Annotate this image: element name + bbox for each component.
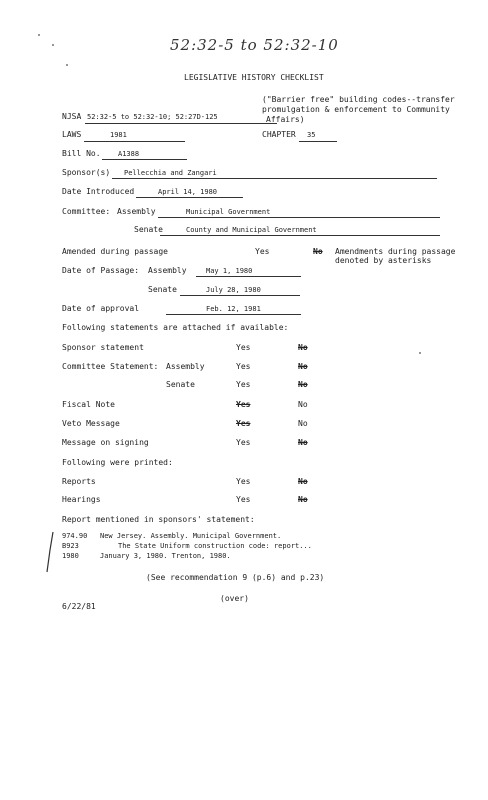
date-introduced-label: Date Introduced	[62, 187, 135, 196]
committee-assembly-value: Municipal Government	[186, 208, 271, 216]
njsa-value: 52:32-5 to 52:32-10; 52:27D-125	[87, 113, 218, 121]
amended-yes: Yes	[255, 247, 270, 256]
handwritten-title: 52:32-5 to 52:32-10	[170, 36, 339, 54]
sponsor-statement-yes: Yes	[236, 343, 251, 352]
chapter-line	[299, 141, 337, 142]
sponsors-value: Pellecchia and Zangari	[124, 169, 217, 177]
committee-statement-senate: Senate	[166, 380, 195, 389]
committee-statement-label: Committee Statement:	[62, 362, 159, 371]
amended-no: No	[313, 247, 323, 256]
printed-heading: Following were printed:	[62, 458, 173, 467]
hearings-yes: Yes	[236, 495, 251, 504]
chapter-label: CHAPTER	[262, 130, 296, 139]
approval-value: Feb. 12, 1981	[206, 305, 261, 313]
subject-note-line-3: Affairs)	[266, 115, 305, 124]
hearings-no: No	[298, 495, 308, 504]
call-number-2: B923	[62, 542, 79, 550]
fiscal-note-label: Fiscal Note	[62, 400, 115, 409]
committee-senate-line	[160, 235, 440, 236]
handwritten-bracket	[44, 530, 56, 574]
committee-statement-assembly-yes: Yes	[236, 362, 251, 371]
committee-assembly-label: Assembly	[117, 207, 156, 216]
laws-line	[84, 141, 185, 142]
sponsors-line	[112, 178, 437, 179]
committee-statement-senate-no: No	[298, 380, 308, 389]
date-stamp: 6/22/81	[62, 602, 96, 611]
subject-note-line-2: promulgation & enforcement to Community	[262, 105, 450, 114]
stray-mark	[419, 352, 421, 354]
bill-label: Bill No.	[62, 149, 101, 158]
passage-label: Date of Passage:	[62, 266, 140, 275]
sponsors-label: Sponsor(s)	[62, 168, 111, 177]
committee-assembly-line	[158, 217, 440, 218]
fiscal-note-yes: Yes	[236, 400, 251, 409]
stray-mark	[38, 34, 40, 36]
passage-senate-label: Senate	[148, 285, 177, 294]
over-note: (over)	[220, 594, 249, 603]
committee-senate-value: County and Municipal Government	[186, 226, 317, 234]
reports-no: No	[298, 477, 308, 486]
citation-line-1: New Jersey. Assembly. Municipal Government.	[100, 532, 282, 540]
stray-mark	[52, 44, 54, 46]
approval-line	[166, 314, 301, 315]
amended-note-line-1: Amendments during passage	[335, 247, 456, 256]
passage-senate-line	[180, 295, 300, 296]
passage-assembly-line	[196, 276, 301, 277]
committee-statement-assembly-no: No	[298, 362, 308, 371]
signing-message-no: No	[298, 438, 308, 447]
page-title: LEGISLATIVE HISTORY CHECKLIST	[184, 73, 324, 82]
committee-statement-assembly: Assembly	[166, 362, 205, 371]
reports-yes: Yes	[236, 477, 251, 486]
committee-label: Committee:	[62, 207, 111, 216]
reports-label: Reports	[62, 477, 96, 486]
njsa-label: NJSA	[62, 112, 82, 121]
see-recommendation: (See recommendation 9 (p.6) and p.23)	[146, 573, 325, 582]
veto-message-label: Veto Message	[62, 419, 120, 428]
passage-assembly-value: May 1, 1980	[206, 267, 253, 275]
signing-message-yes: Yes	[236, 438, 251, 447]
chapter-value: 35	[307, 131, 316, 139]
signing-message-label: Message on signing	[62, 438, 149, 447]
citation-line-3: January 3, 1980. Trenton, 1980.	[100, 552, 231, 560]
report-heading: Report mentioned in sponsors' statement:	[62, 515, 255, 524]
stray-mark	[66, 64, 68, 66]
date-introduced-value: April 14, 1980	[158, 188, 218, 196]
committee-senate-label: Senate	[134, 225, 163, 234]
committee-statement-senate-yes: Yes	[236, 380, 251, 389]
bill-value: A1388	[118, 150, 140, 158]
passage-senate-value: July 28, 1980	[206, 286, 261, 294]
laws-value: 1981	[110, 131, 127, 139]
veto-message-yes: Yes	[236, 419, 251, 428]
subject-note-line-1: ("Barrier free" building codes--transfer	[262, 95, 455, 104]
sponsor-statement-no: No	[298, 343, 308, 352]
njsa-line	[85, 123, 277, 124]
sponsor-statement-label: Sponsor statement	[62, 343, 144, 352]
date-introduced-line	[136, 197, 243, 198]
approval-label: Date of approval	[62, 304, 140, 313]
call-number-1: 974.90	[62, 532, 88, 540]
laws-label: LAWS	[62, 130, 82, 139]
fiscal-note-no: No	[298, 400, 308, 409]
hearings-label: Hearings	[62, 495, 101, 504]
call-number-3: 1980	[62, 552, 79, 560]
bill-line	[102, 159, 187, 160]
passage-assembly-label: Assembly	[148, 266, 187, 275]
citation-line-2: The State Uniform construction code: report...	[118, 542, 312, 550]
veto-message-no: No	[298, 419, 308, 428]
amended-note-line-2: denoted by asterisks	[335, 256, 432, 265]
attached-heading: Following statements are attached if available:	[62, 323, 289, 332]
amended-label: Amended during passage	[62, 247, 168, 256]
